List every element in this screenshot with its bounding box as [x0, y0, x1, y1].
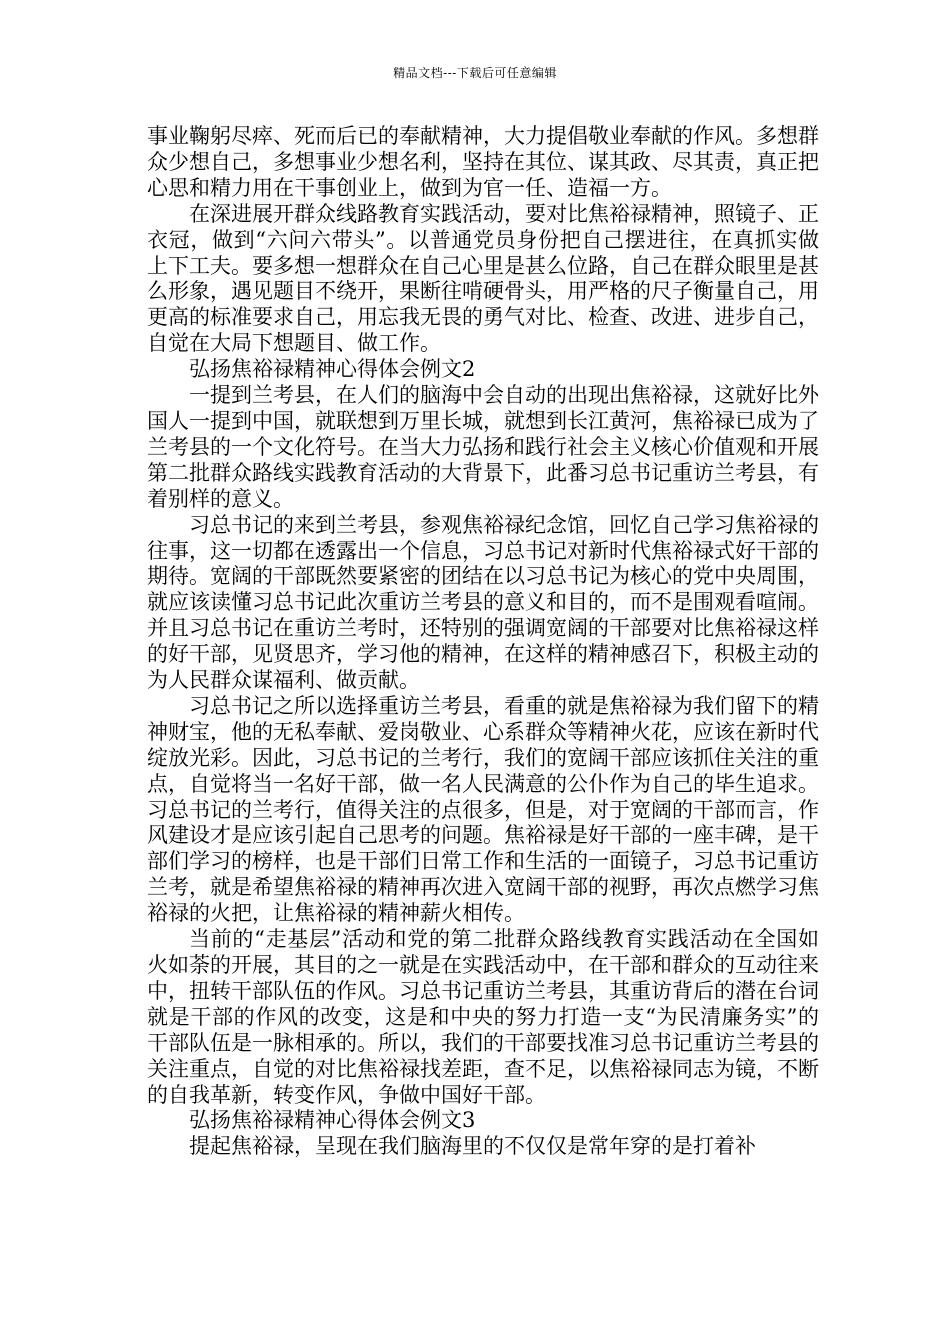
paragraph: 事业鞠躬尽瘁、死而后已的奉献精神，大力提倡敬业奉献的作风。多想群众少想自己，多想事业少想名利，坚持在其位、谋其政、尽其责，真正把心思和精力用在干事创业上，做到为官一任、造福一方。: [147, 124, 819, 200]
paragraph: 习总书记之所以选择重访兰考县，看重的就是焦裕禄为我们留下的精神财宝，他的无私奉献、爱岗敬业、心系群众等精神火花，应该在新时代绽放光彩。因此，习总书记的兰考行，我们的宽阔干部应该抓住关注的重点，自觉将当一名好干部，做一名人民满意的公仆作为自己的毕生追求。习总书记的兰考行，值得关注的点很多，但是，对于宽阔的干部而言，作风建设才是应该引起自己思考的问题。焦裕禄是好干部的一座丰碑，是干部们学习的榜样，也是干部们日常工作和生活的一面镜子，习总书记重访兰考，就是希望焦裕禄的精神再次进入宽阔干部的视野，再次点燃学习焦裕禄的火把，让焦裕禄的精神薪火相传。: [147, 693, 819, 926]
paragraph: 提起焦裕禄，呈现在我们脑海里的不仅仅是常年穿的是打着补: [189, 1134, 756, 1159]
section-heading: 弘扬焦裕禄精神心得体会例文3: [189, 1108, 476, 1133]
section-heading: 弘扬焦裕禄精神心得体会例文2: [189, 357, 476, 382]
page-header: 精品文档---下载后可任意编辑: [393, 66, 557, 80]
document-body: [147, 124, 819, 1160]
paragraph: 一提到兰考县，在人们的脑海中会自动的出现出焦裕禄，这就好比外国人一提到中国，就联想到万里长城，就想到长江黄河，焦裕禄已成为了兰考县的一个文化符号。在当大力弘扬和践行社会主义核心价值观和开展第二批群众路线实践教育活动的大背景下，此番习总书记重访兰考县，有着别样的意义。: [147, 383, 819, 511]
paragraph: 在深进展开群众线路教育实践活动，要对比焦裕禄精神，照镜子、正衣冠，做到“六问六带头”。以普通党员身份把自己摆进往，在真抓实做上下工夫。要多想一想群众在自己心里是甚么位路，自己在群众眼里是甚么形象，遇见题目不绕开，果断往啃硬骨头，用严格的尺子衡量自己，用更高的标准要求自己，用忘我无畏的勇气对比、检查、改进、进步自己，自觉在大局下想题目、做工作。: [147, 201, 819, 356]
paragraph: 习总书记的来到兰考县，参观焦裕禄纪念馆，回忆自己学习焦裕禄的往事，这一切都在透露出一个信息，习总书记对新时代焦裕禄式好干部的期待。宽阔的干部既然要紧密的团结在以习总书记为核心的党中央周围，就应该读懂习总书记此次重访兰考县的意义和目的，而不是围观看喧闹。并且习总书记在重访兰考时，还特别的强调宽阔的干部要对比焦裕禄这样的好干部，见贤思齐，学习他的精神，在这样的精神感召下，积极主动的为人民群众谋福利、做贡献。: [147, 512, 819, 693]
paragraph: 当前的“走基层”活动和党的第二批群众路线教育实践活动在全国如火如荼的开展，其目的之一就是在实践活动中，在干部和群众的互动往来中，扭转干部队伍的作风。习总书记重访兰考县，其重访背后的潜在台词就是干部的作风的改变，这是和中央的努力打造一支“为民清廉务实”的干部队伍是一脉相承的。所以，我们的干部要找准习总书记重访兰考县的关注重点，自觉的对比焦裕禄找差距，查不足，以焦裕禄同志为镜，不断的自我革新，转变作风，争做中国好干部。: [147, 927, 819, 1107]
